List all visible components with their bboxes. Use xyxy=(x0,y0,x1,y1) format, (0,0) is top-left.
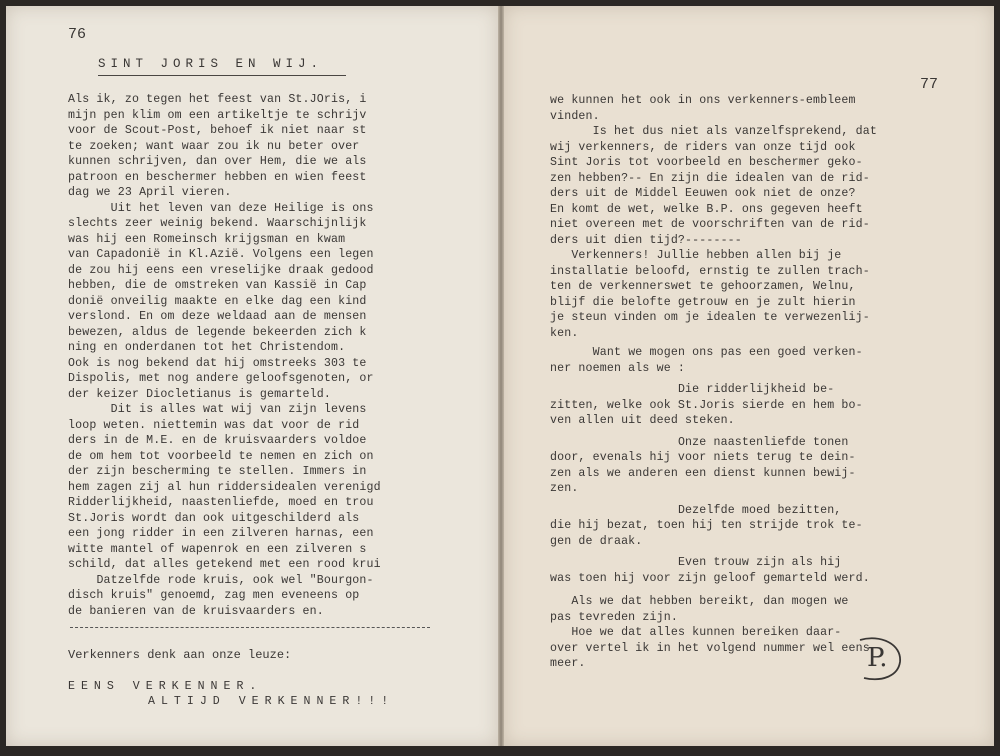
right-paragraph-6: Onze naastenliefde tonen door, evenals hij voor niets terug te dein- zen als we anderen een dienst kunnen bewij- zen. xyxy=(550,435,856,495)
right-page xyxy=(504,6,994,746)
right-paragraph-4: Want we mogen ons pas een goed verken- ner noemen als we : xyxy=(550,346,863,375)
page-number-right: 77 xyxy=(919,76,938,93)
right-paragraph-1: we kunnen het ook in ons verkenners-embleem vinden. xyxy=(550,94,856,123)
signature-text: P. xyxy=(867,643,888,673)
right-paragraph-3: Verkenners! Jullie hebben allen bij je installatie beloofd, ernstig te zullen trach- ten de verkennerswet te gehoorzamen, Welnu, blijf die belofte getrouw en je zult hierin je steun vinden om je idealen te verwezenlij- ken. xyxy=(550,249,870,340)
right-paragraph-8: Even trouw zijn als hij was toen hij voor zijn geloof gemarteld werd. xyxy=(550,556,870,585)
slogan-line-2: ALTIJD VERKENNER!!! xyxy=(148,695,395,708)
right-paragraph-10: Hoe we dat alles kunnen bereiken daar- over vertel ik in het volgend nummer wel eens meer. xyxy=(550,626,870,670)
right-paragraph-9: Als we dat hebben bereikt, dan mogen we pas tevreden zijn. xyxy=(550,595,849,624)
article-title: SINT JORIS EN WIJ. xyxy=(98,57,324,71)
dashed-separator xyxy=(70,627,430,628)
left-paragraph-2: Uit het leven van deze Heilige is ons slechts zeer weinig bekend. Waarschijnlijk was hij een Romeinsch krijgsman en kwam van Capadonië in Kl.Azië. Volgens een legen de zou hij eens een vreselijke draak gedood hebben, die de omstreken van Kassië in Cap donië onveilig maakte en elke dag een kind verslond. En om deze weldaad aan de mensen bewezen, aldus de legende bekeerden zich k ning en onderdanen tot het Christendom. Ook is nog bekend dat hij omstreeks 303 te Dispolis, met nog andere geloofsgenoten, or der keizer Diocletianus is gemarteld. xyxy=(68,201,374,401)
left-paragraph-4: Datzelfde rode kruis, ook wel "Bourgon- disch kruis" genoemd, zag men eveneens op de banieren van de kruisvaarders en. xyxy=(68,573,374,618)
left-paragraph-3: Dit is alles wat wij van zijn levens loop weten. niettemin was dat voor de rid ders in de M.E. en de kruisvaarders voldoe de om hem tot voorbeeld te nemen en zich on der zijn bescherming te stellen. Immers in hem zagen zij al hun riddersidealen verenigd Ridderlijkheid, naastenliefde, moed en trou St.Joris wordt dan ook uitgeschilderd als een jong ridder in een zilveren harnas, een witte mantel of wapenrok en een zilveren s schild, dat alles getekend met een rood krui xyxy=(68,403,381,571)
right-paragraph-2: Is het dus niet als vanzelfsprekend, dat wij verkenners, de riders van onze tijd ook Sint Joris tot voorbeeld en beschermer geko- zen hebben?-- En zijn die idealen van de rid- ders uit de Middel Eeuwen ook niet de onze? En komt de wet, welke B.P. ons gegeven heeft niet overeen met de voorschriften van de rid- ders uit dien tijd?-------- xyxy=(550,125,877,247)
page-number-left: 76 xyxy=(68,26,87,43)
title-underline xyxy=(98,75,346,76)
left-page xyxy=(6,6,498,746)
right-paragraph-5: Die ridderlijkheid be- zitten, welke ook St.Joris sierde en hem bo- ven allen uit deed steken. xyxy=(550,383,863,427)
right-paragraph-7: Dezelfde moed bezitten, die hij bezat, toen hij ten strijde trok te- gen de draak. xyxy=(550,503,863,548)
signature-mark xyxy=(852,632,908,684)
slogan-line-1: EENS VERKENNER. xyxy=(68,680,263,693)
motto-line: Verkenners denk aan onze leuze: xyxy=(68,648,292,662)
left-paragraph-1: Als ik, zo tegen het feest van St.JOris, i mijn pen klim om een artikeltje te schrijv voor de Scout-Post, behoef ik niet naar st te zoeken; want waar zou ik nu beter over kunnen schrijven, dan over Hem, die we als patroon en beschermer hebben en wien feest dag we 23 April vieren. xyxy=(68,93,367,199)
